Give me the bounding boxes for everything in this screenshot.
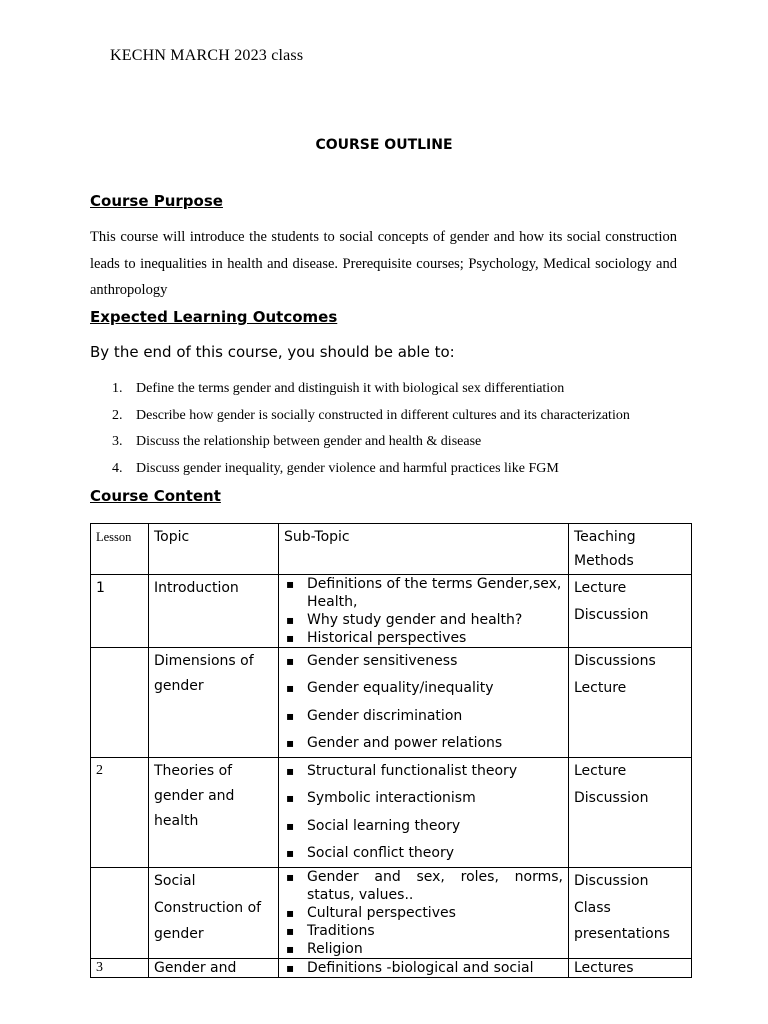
lesson-number: 2 bbox=[96, 763, 103, 779]
table-row bbox=[91, 648, 692, 758]
teaching-method: Lectures bbox=[574, 960, 634, 977]
teaching-method: Discussion bbox=[574, 606, 649, 623]
header-lesson: Lesson bbox=[96, 530, 132, 544]
lesson-number bbox=[96, 868, 143, 869]
table-header-row bbox=[91, 524, 692, 575]
subtopic-list bbox=[284, 758, 563, 867]
lesson-number: 1 bbox=[96, 580, 105, 596]
table-row bbox=[91, 868, 692, 959]
subtopic-list bbox=[284, 648, 563, 757]
topic-cell: Social Construction of gender bbox=[154, 873, 262, 943]
lesson-number: 3 bbox=[96, 960, 103, 976]
subtopic-item: ▪ Social learning theory bbox=[284, 813, 563, 840]
subtopic-item: ▪ Why study gender and health? bbox=[284, 611, 563, 629]
topic-cell: Gender and bbox=[154, 960, 237, 977]
subtopic-item: ▪ Gender and sex, roles, norms, status, values.. bbox=[284, 868, 563, 904]
lesson-number bbox=[96, 648, 143, 649]
page-title: COURSE OUTLINE bbox=[315, 137, 453, 153]
header-topic: Topic bbox=[154, 529, 190, 545]
outcome-item: 3. Discuss the relationship between gender and health & disease bbox=[112, 434, 482, 450]
subtopic-item: ▪ Gender discrimination bbox=[284, 703, 563, 730]
learning-outcomes-heading: Expected Learning Outcomes bbox=[90, 308, 338, 326]
table-row bbox=[91, 575, 692, 648]
subtopic-item: ▪ Gender and power relations bbox=[284, 730, 563, 757]
course-content-heading: Course Content bbox=[90, 487, 221, 505]
teaching-method: Class presentations bbox=[574, 899, 670, 943]
course-purpose-text: This course will introduce the students to social concepts of gender and how its social construction leads to inequalities in health and disease. Prerequisite courses; Psychology, Medical sociology and anthropology bbox=[90, 229, 677, 298]
subtopic-item: ▪ Definitions of the terms Gender,sex, Health, bbox=[284, 575, 563, 611]
outcome-item: 1. Define the terms gender and distinguish it with biological sex differentiation bbox=[112, 381, 565, 396]
table-row bbox=[91, 758, 692, 868]
course-purpose-heading: Course Purpose bbox=[90, 192, 223, 210]
outcome-item: 2. Describe how gender is socially constructed in different cultures and its characterization bbox=[112, 407, 630, 423]
subtopic-list bbox=[284, 868, 563, 958]
class-header: KECHN MARCH 2023 class bbox=[110, 47, 304, 64]
subtopic-item: ▪ Cultural perspectives bbox=[284, 904, 563, 922]
table-row bbox=[91, 959, 692, 978]
header-methods: Teaching Methods bbox=[574, 529, 636, 569]
teaching-method: Discussion bbox=[574, 873, 649, 890]
outcome-item: 4. Discuss gender inequality, gender violence and harmful practices like FGM bbox=[112, 461, 559, 477]
subtopic-item: ▪ Definitions -biological and social bbox=[284, 959, 563, 977]
teaching-method: Lecture bbox=[574, 580, 627, 596]
subtopic-list bbox=[284, 575, 563, 647]
teaching-method: Discussion bbox=[574, 789, 649, 806]
subtopic-item: ▪ Religion bbox=[284, 940, 563, 958]
header-subtopic: Sub-Topic bbox=[284, 529, 350, 545]
teaching-method: Lecture bbox=[574, 763, 627, 780]
subtopic-item: ▪ Social conflict theory bbox=[284, 840, 563, 867]
topic-cell: Introduction bbox=[154, 580, 239, 596]
course-content-table bbox=[90, 523, 692, 978]
subtopic-item: ▪ Structural functionalist theory bbox=[284, 758, 563, 785]
subtopic-item: ▪ Symbolic interactionism bbox=[284, 785, 563, 812]
subtopic-item: ▪ Gender equality/inequality bbox=[284, 675, 563, 702]
outcomes-list bbox=[90, 378, 630, 485]
topic-cell: Dimensions of gender bbox=[154, 653, 254, 694]
subtopic-item: ▪ Historical perspectives bbox=[284, 629, 563, 647]
teaching-method: Discussions bbox=[574, 653, 656, 669]
outcomes-intro: By the end of this course, you should be able to: bbox=[90, 343, 455, 361]
subtopic-item: ▪ Traditions bbox=[284, 922, 563, 940]
subtopic-list bbox=[284, 959, 563, 977]
teaching-method: Lecture bbox=[574, 679, 627, 696]
topic-cell: Theories of gender and health bbox=[154, 763, 235, 830]
subtopic-item: ▪ Gender sensitiveness bbox=[284, 648, 563, 675]
